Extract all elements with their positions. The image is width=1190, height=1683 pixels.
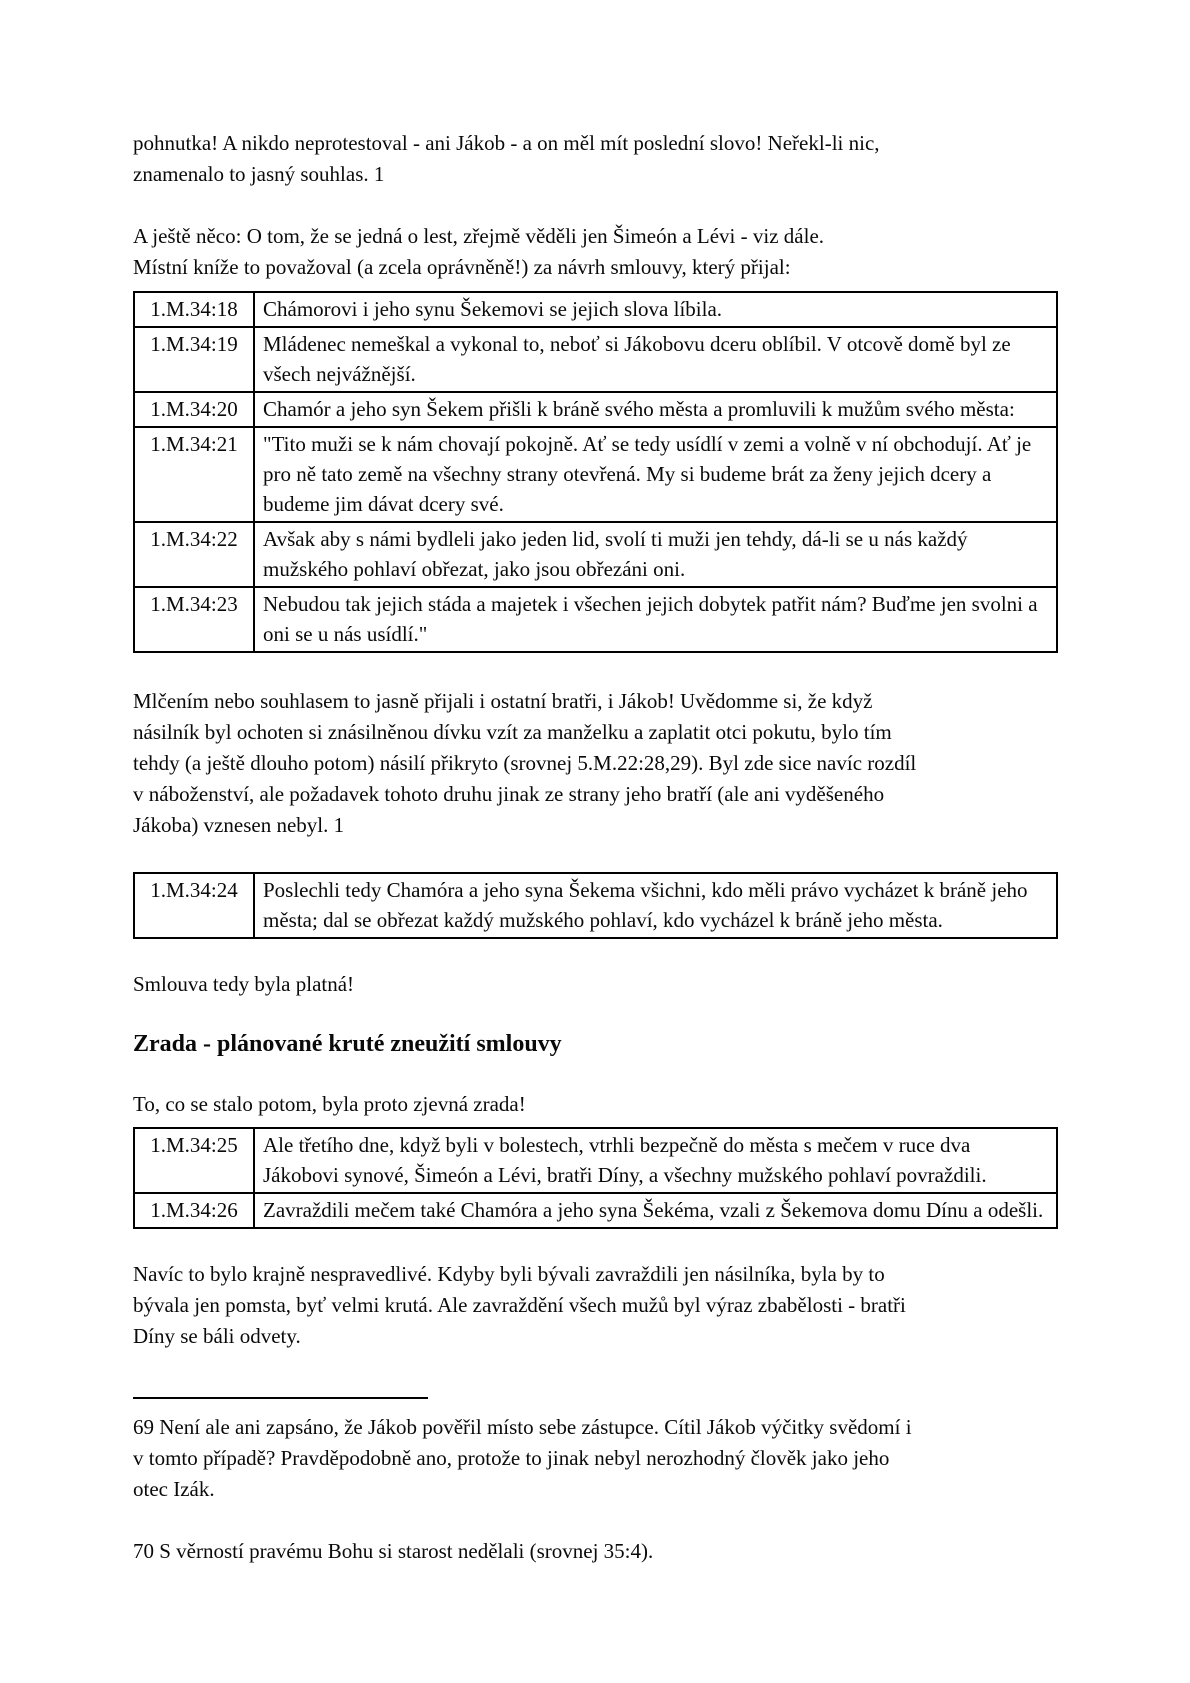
verse-text: Mládenec nemeškal a vykonal to, neboť si Jákobovu dceru oblíbil. V otcově domě byl ze všech nejvážnější. <box>254 327 1057 392</box>
text-line: Mlčením nebo souhlasem to jasně přijali i ostatní bratři, i Jákob! Uvědomme si, že když <box>133 689 873 713</box>
verse-text: Poslechli tedy Chamóra a jeho syna Šekema všichni, kdo měli právo vycházet k bráně jeho města; dal se obřezat každý mužského pohlaví, kdo vycházel k bráně jeho města. <box>254 873 1057 938</box>
text-line: 69 Není ale ani zapsáno, že Jákob pověřil místo sebe zástupce. Cítil Jákob výčitky svědomí i <box>133 1415 912 1439</box>
verse-ref: 1.M.34:18 <box>134 292 254 327</box>
verse-text: Avšak aby s námi bydleli jako jeden lid, svolí ti muži jen tehdy, dá-li se u nás každý mužského pohlaví obřezat, jako jsou obřezáni oni. <box>254 522 1057 587</box>
text-line: bývala jen pomsta, byť velmi krutá. Ale zavraždění všech mužů byl výraz zbabělosti - bratři <box>133 1293 906 1317</box>
text-line: pohnutka! A nikdo neprotestoval - ani Jákob - a on měl mít poslední slovo! Neřekl-li nic, <box>133 131 880 155</box>
footnote-70: 70 S věrností pravému Bohu si starost nedělali (srovnej 35:4). <box>133 1539 654 1563</box>
paragraph-zrada-intro: To, co se stalo potom, byla proto zjevná zrada! <box>133 1092 526 1116</box>
text-line: znamenalo to jasný souhlas. 1 <box>133 162 385 186</box>
table-row <box>134 327 1057 392</box>
document-content <box>133 128 1058 1567</box>
verse-table-covenant <box>133 291 1058 653</box>
verse-text: Chámorovi i jeho synu Šekemovi se jejich slova líbila. <box>254 292 1057 327</box>
verse-ref: 1.M.34:24 <box>134 873 254 938</box>
table-row <box>134 427 1057 522</box>
paragraph-intro <box>133 128 1058 190</box>
text-line: otec Izák. <box>133 1477 215 1501</box>
paragraph-smlouva: Smlouva tedy byla platná! <box>133 972 355 996</box>
verse-text: Ale třetího dne, když byli v bolestech, vtrhli bezpečně do města s mečem v ruce dva Jákobovi synové, Šimeón a Lévi, bratři Díny, a všechny mužského pohlaví povraždili. <box>254 1128 1057 1193</box>
text-line: Jákoba) vznesen nebyl. 1 <box>133 813 345 837</box>
text-line: A ještě něco: O tom, že se jedná o lest, zřejmě věděli jen Šimeón a Lévi - viz dále. <box>133 224 825 248</box>
table-row <box>134 587 1057 652</box>
section-heading: Zrada - plánované kruté zneužití smlouvy <box>133 1031 562 1057</box>
text-line: v tomto případě? Pravděpodobně ano, protože to jinak nebyl nerozhodný člověk jako jeho <box>133 1446 890 1470</box>
table-row <box>134 292 1057 327</box>
text-line: Navíc to bylo krajně nespravedlivé. Kdyby byli bývali zavraždili jen násilníka, byla by to <box>133 1262 885 1286</box>
paragraph-lest <box>133 221 1058 283</box>
verse-ref: 1.M.34:19 <box>134 327 254 392</box>
text-line: tehdy (a ještě dlouho potom) násilí přikryto (srovnej 5.M.22:28,29). Byl zde sice navíc rozdíl <box>133 751 917 775</box>
table-row <box>134 522 1057 587</box>
verse-text: "Tito muži se k nám chovají pokojně. Ať se tedy usídlí v zemi a volně v ní obchodují. Ať je pro ně tato země na všechny strany otevřená. My si budeme brát za ženy jejich dcery a budeme jim dávat dcery své. <box>254 427 1057 522</box>
verse-text: Zavraždili mečem také Chamóra a jeho syna Šekéma, vzali z Šekemova domu Dínu a odešli. <box>254 1193 1057 1228</box>
verse-table-betrayal <box>133 1127 1058 1229</box>
verse-text: Chamór a jeho syn Šekem přišli k bráně svého města a promluvili k mužům svého města: <box>254 392 1057 427</box>
footnote-69 <box>133 1412 1058 1505</box>
paragraph-silence <box>133 686 1058 841</box>
verse-ref: 1.M.34:23 <box>134 587 254 652</box>
text-line: v náboženství, ale požadavek tohoto druhu jinak ze strany jeho bratří (ale ani vyděšeného <box>133 782 885 806</box>
table-row <box>134 1128 1057 1193</box>
verse-ref: 1.M.34:21 <box>134 427 254 522</box>
verse-table-24 <box>133 872 1058 939</box>
text-line: násilník byl ochoten si znásilněnou dívku vzít za manželku a zaplatit otci pokutu, bylo tím <box>133 720 892 744</box>
text-line: Díny se báli odvety. <box>133 1324 301 1348</box>
table-row <box>134 1193 1057 1228</box>
text-line: Místní kníže to považoval (a zcela oprávněně!) za návrh smlouvy, který přijal: <box>133 255 791 279</box>
paragraph-unjust <box>133 1259 1058 1352</box>
verse-ref: 1.M.34:22 <box>134 522 254 587</box>
table-row <box>134 873 1057 938</box>
footnote-separator <box>133 1397 428 1399</box>
table-row <box>134 392 1057 427</box>
verse-text: Nebudou tak jejich stáda a majetek i všechen jejich dobytek patřit nám? Buďme jen svolni a oni se u nás usídlí." <box>254 587 1057 652</box>
verse-ref: 1.M.34:26 <box>134 1193 254 1228</box>
verse-ref: 1.M.34:20 <box>134 392 254 427</box>
verse-ref: 1.M.34:25 <box>134 1128 254 1193</box>
